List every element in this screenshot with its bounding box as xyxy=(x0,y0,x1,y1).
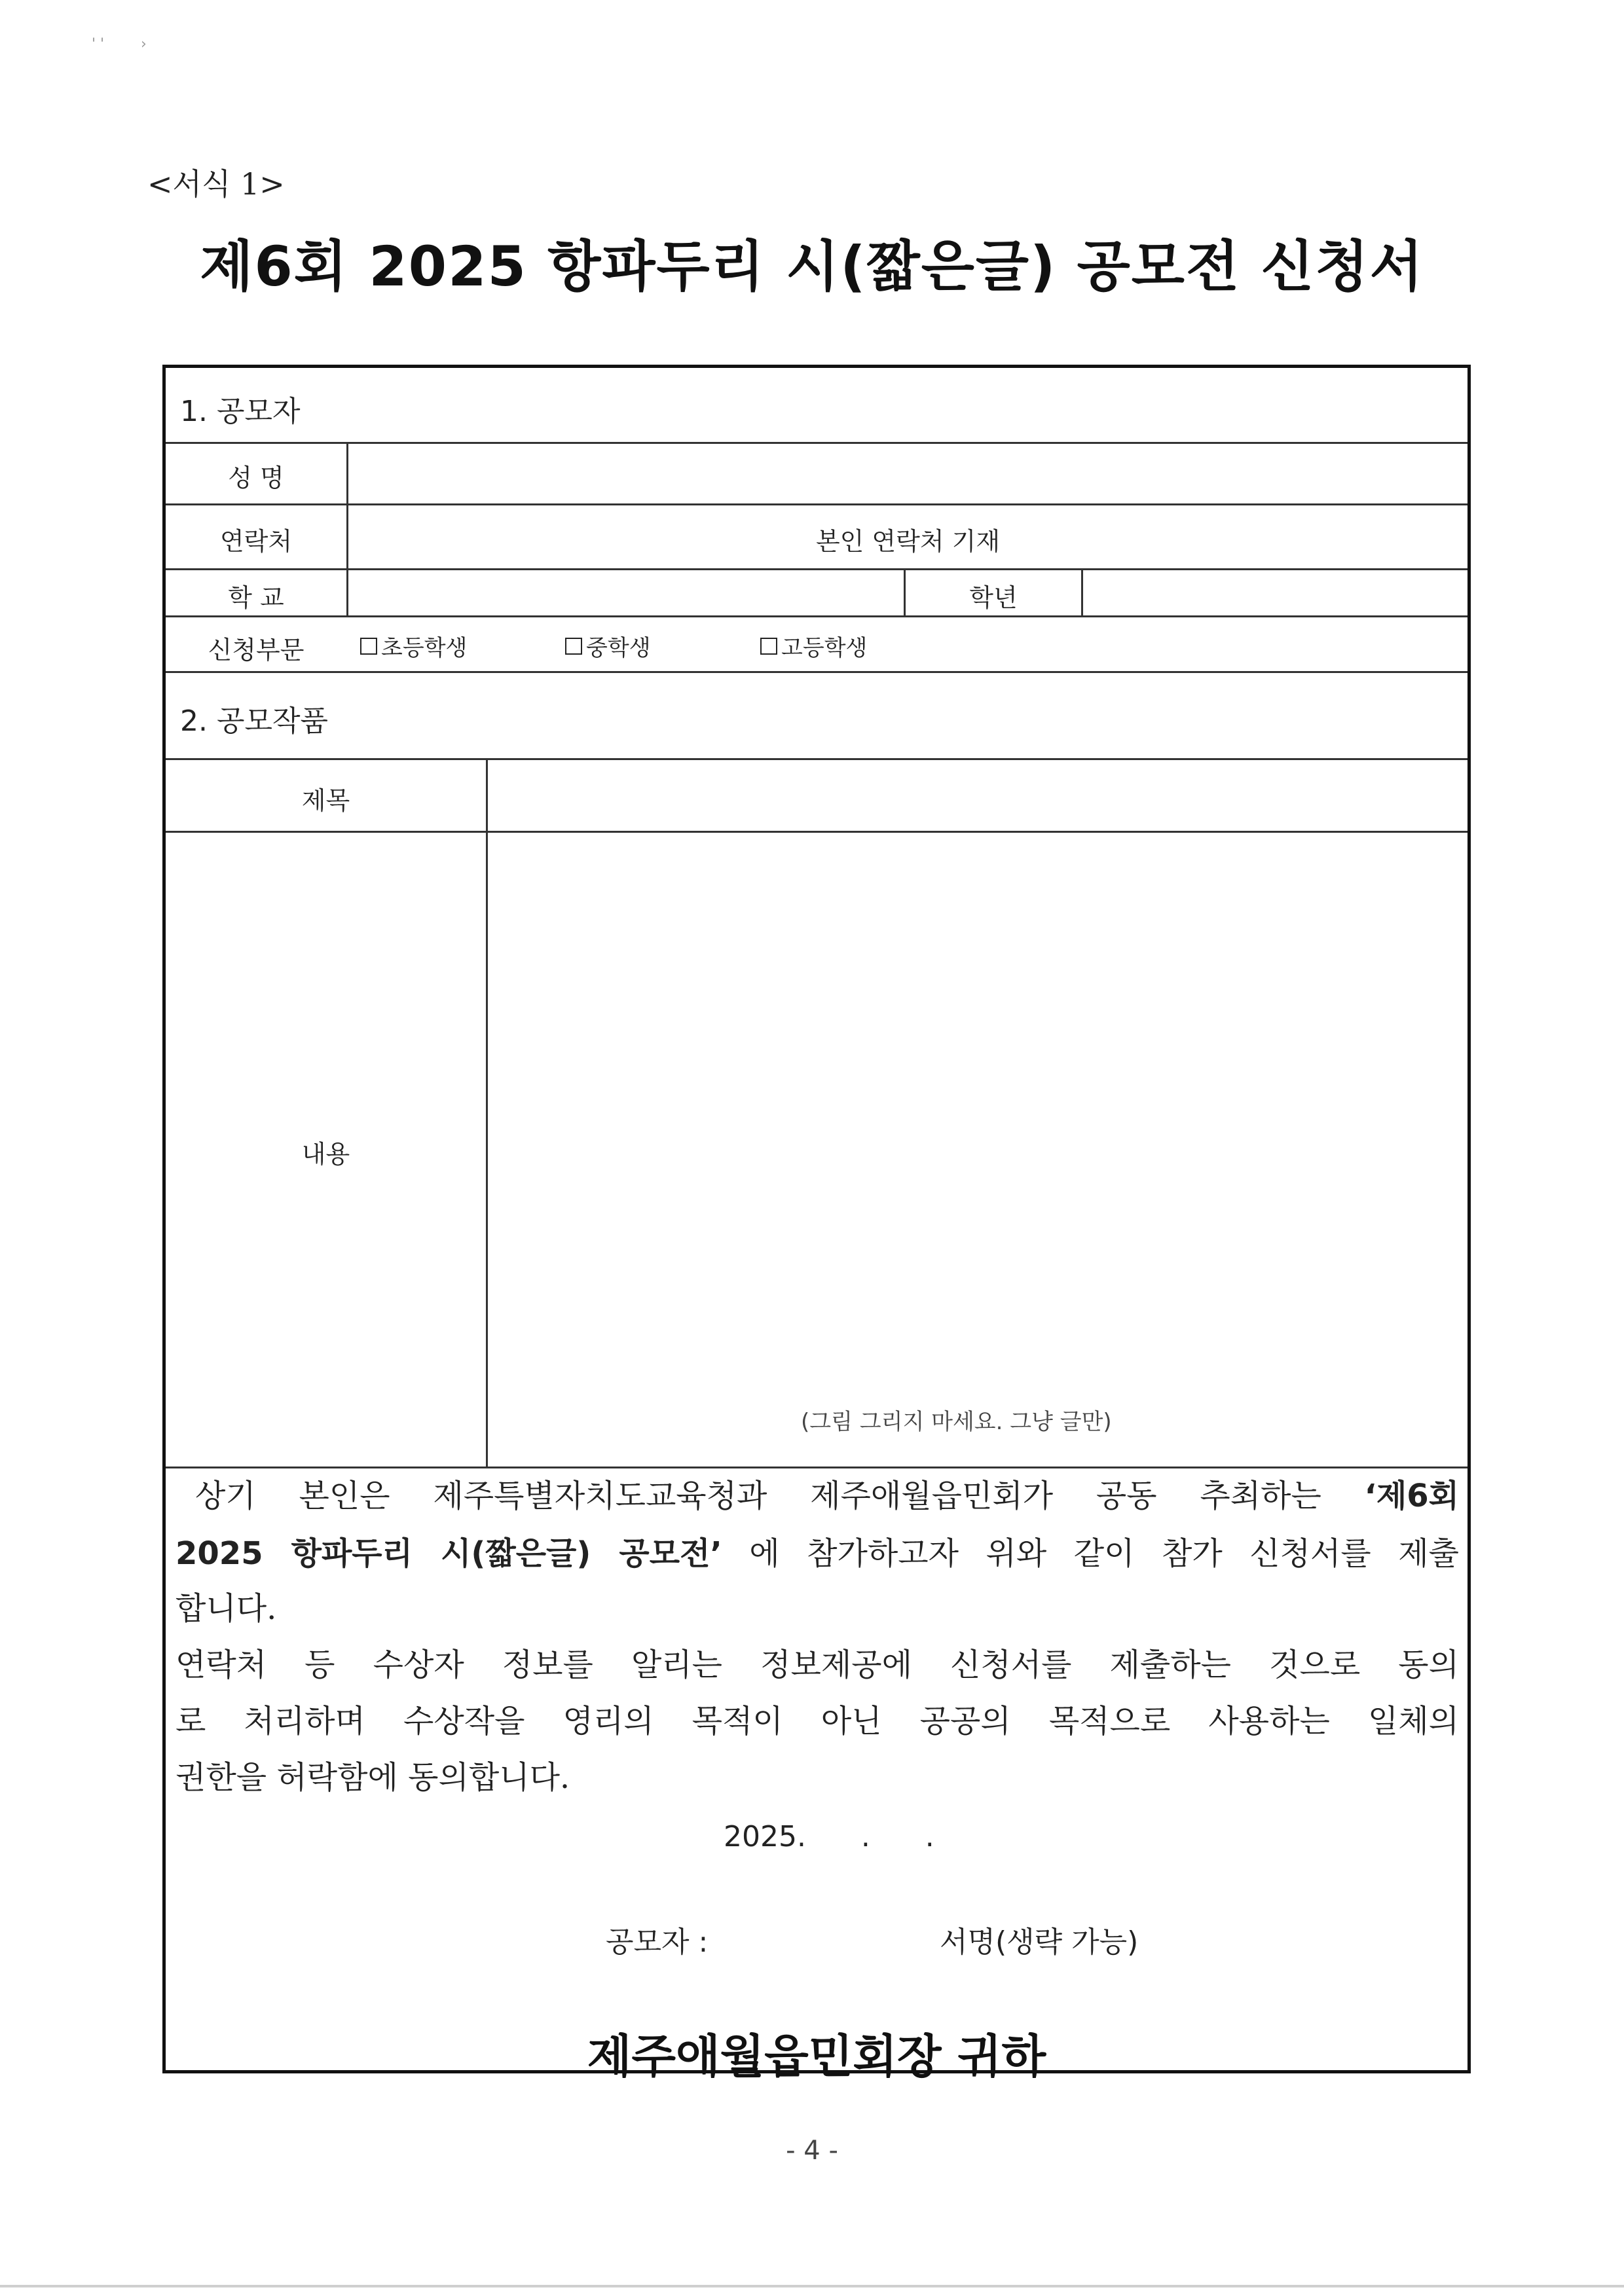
school-field[interactable] xyxy=(348,570,902,614)
checkbox[interactable] xyxy=(360,638,377,655)
work-content-field[interactable] xyxy=(488,833,1467,1465)
name-label: 성 명 xyxy=(228,464,284,492)
work-title-field[interactable] xyxy=(488,760,1467,829)
applicant-name-field[interactable] xyxy=(740,1908,923,1954)
division-label: 신청부문 xyxy=(208,636,304,665)
page-number: - 4 - xyxy=(786,2136,838,2166)
checkbox[interactable] xyxy=(565,638,582,655)
scan-edge xyxy=(0,2285,1624,2287)
work-content-label: 내용 xyxy=(301,1140,350,1169)
consent-statement: 상기 본인은 제주특별자치도교육청과 제주애월읍민회가 공동 추최하는 ‘제6회 2025 항파두리 시(짧은글) 공모전’ 에 참가하고자 위와 같이 참가 신청서를 제출 합니다. 연락처 등 수상자 정보를 알리는 정보제공에 신청서를 제출하는 것으로 동의 로 처리하며 수상작을 영리의 목적이 아닌 공공의 목적으로 사용하는 일체의 권한을 허락함에 동의합니다. xyxy=(175,1478,1459,1796)
recipient: 제주애월읍민회장 귀하 xyxy=(587,2030,1046,2083)
work-title-label: 제목 xyxy=(301,786,350,815)
option-elementary[interactable]: 초등학생 xyxy=(360,630,467,662)
grade-label: 학년 xyxy=(969,583,1018,612)
section-heading-applicant: 1. 공모자 xyxy=(180,395,301,428)
section-heading-work: 2. 공모작품 xyxy=(180,704,328,738)
content-note: (그림 그리지 마세요. 그냥 글만) xyxy=(801,1409,1112,1435)
scan-mark: ' ' › xyxy=(92,36,147,52)
option-middle[interactable]: 중학생 xyxy=(565,630,651,662)
checkbox[interactable] xyxy=(760,638,777,655)
signature-label: 서명(생략 가능) xyxy=(940,1925,1139,1959)
applicant-label: 공모자 : xyxy=(606,1925,709,1959)
page-title: 제6회 2025 항파두리 시(짧은글) 공모전 신청서 xyxy=(200,234,1424,299)
date-line: 2025. . . xyxy=(724,1820,934,1853)
name-field[interactable] xyxy=(348,444,1467,501)
form-label: <서식 1> xyxy=(147,166,285,202)
school-label: 학 교 xyxy=(228,583,284,612)
contact-field[interactable]: 본인 연락처 기재 xyxy=(815,527,1001,556)
option-high[interactable]: 고등학생 xyxy=(760,630,867,662)
grade-field[interactable] xyxy=(1083,570,1467,614)
contact-label: 연락처 xyxy=(219,527,293,556)
